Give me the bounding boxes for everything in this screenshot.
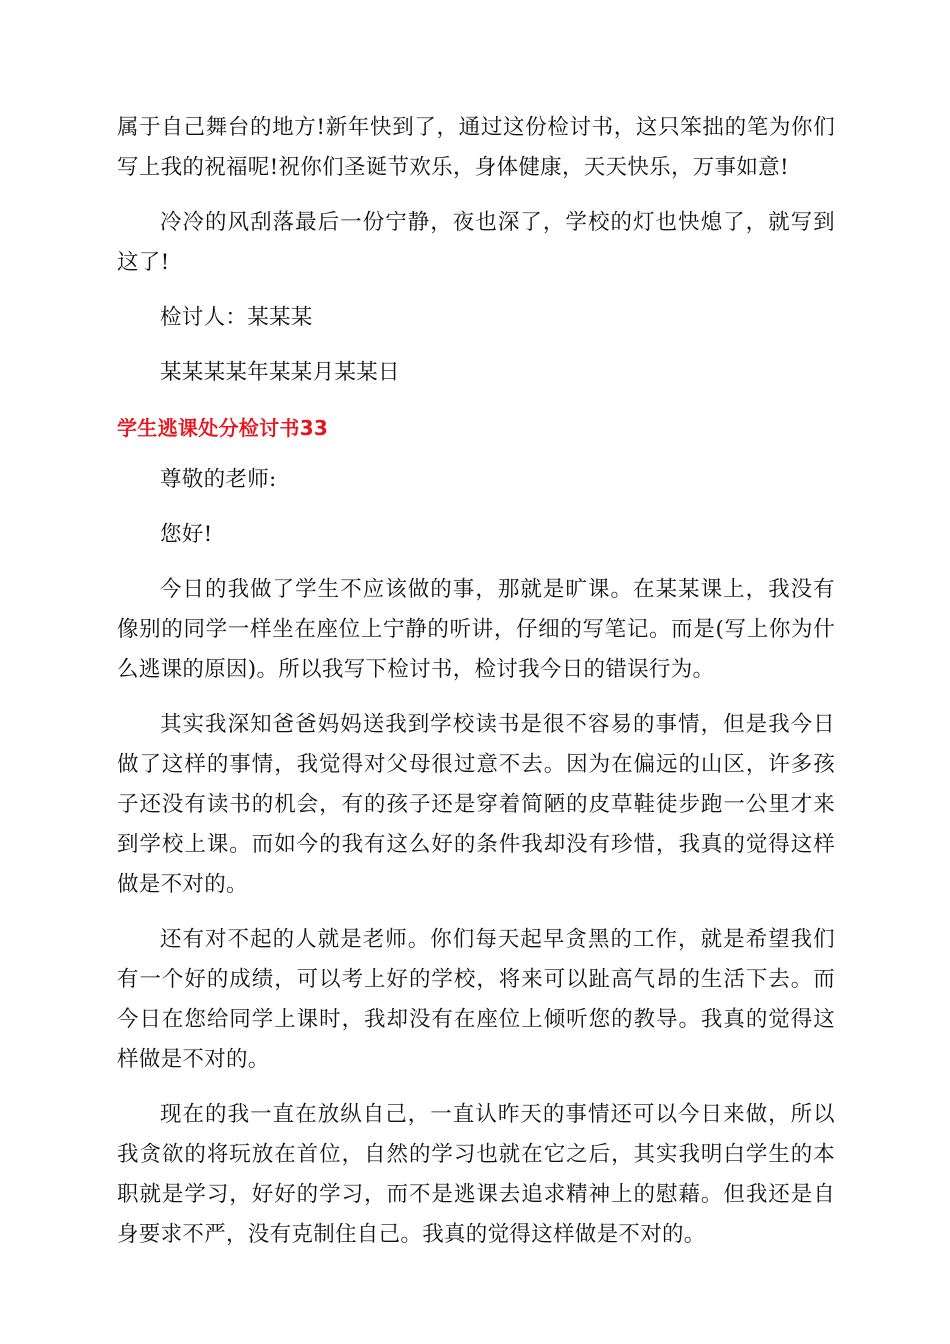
body-paragraph: 还有对不起的人就是老师。你们每天起早贪黑的工作，就是希望我们有一个好的成绩，可以考上好的学校，将来可以趾高气昂的生活下去。而今日在您给同学上课时，我却没有在座位上倾听您的教导。我真的觉得这样做是不对的。 — [117, 927, 835, 1072]
body-paragraph: 今日的我做了学生不应该做的事，那就是旷课。在某某课上，我没有像别的同学一样坐在座位上宁静的听讲，仔细的写笔记。而是(写上你为什么逃课的原因)。所以我写下检讨书，检讨我今日的错误行为。 — [117, 577, 835, 682]
salutation: 尊敬的老师: — [160, 467, 277, 492]
signature-line: 检讨人：某某某 — [160, 305, 313, 330]
greeting: 您好! — [160, 522, 213, 547]
document-body — [117, 108, 835, 1270]
paragraph-continuation: 属于自己舞台的地方!新年快到了，通过这份检讨书，这只笨拙的笔为你们写上我的祝福呢!祝你们圣诞节欢乐，身体健康，天天快乐，万事如意! — [117, 115, 835, 180]
body-paragraph: 现在的我一直在放纵自己，一直认昨天的事情还可以今日来做，所以我贪欲的将玩放在首位，自然的学习也就在它之后，其实我明白学生的本职就是学习，好好的学习，而不是逃课去追求精神上的慰藉。但我还是自身要求不严，没有克制住自己。我真的觉得这样做是不对的。 — [117, 1102, 835, 1247]
body-paragraph: 其实我深知爸爸妈妈送我到学校读书是很不容易的事情，但是我今日做了这样的事情，我觉得对父母很过意不去。因为在偏远的山区，许多孩子还没有读书的机会，有的孩子还是穿着简陋的皮草鞋徒步跑一公里才来到学校上课。而如今的我有这么好的条件我却没有珍惜，我真的觉得这样做是不对的。 — [117, 712, 835, 897]
paragraph-closing: 冷冷的风刮落最后一份宁静，夜也深了，学校的灯也快熄了，就写到这了! — [117, 210, 835, 275]
section-heading: 学生逃课处分检讨书33 — [117, 416, 329, 440]
date-line: 某某某某年某某月某某日 — [160, 360, 400, 385]
